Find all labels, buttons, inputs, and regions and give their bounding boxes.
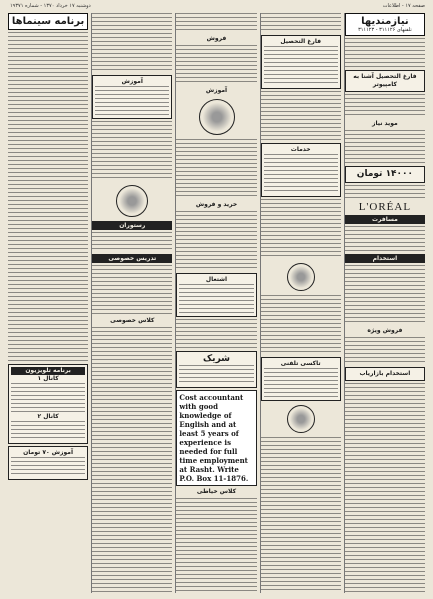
ad-box: اشتغال: [176, 273, 256, 317]
text-block: [345, 130, 425, 164]
right-meta: صفحه ۱۷ - اطلاعات: [382, 3, 425, 9]
text-block: [176, 211, 256, 271]
text-block: [345, 337, 425, 365]
page-header-meta: [10, 3, 425, 11]
text-block: [92, 232, 172, 252]
text-block: [92, 265, 172, 315]
recruitment-ad: استخدام بازاریاب: [345, 367, 425, 381]
text-block: [345, 185, 425, 199]
ad-box: خدمات: [261, 143, 341, 197]
text-block: [261, 437, 341, 593]
ad-box: ۱۴۰۰۰ تومان: [345, 166, 425, 183]
columns: [8, 13, 425, 593]
text-block: [176, 498, 256, 593]
english-ad: [176, 390, 256, 486]
ad-title: فروش ویژه: [367, 327, 403, 334]
emblem-icon: [287, 405, 315, 433]
classifieds-title: نیازمندیها: [361, 16, 409, 27]
cinema-listings: [8, 32, 88, 362]
text-block: [261, 199, 341, 259]
text-block: [345, 383, 425, 593]
text-block: [92, 121, 172, 181]
text-block: [92, 327, 172, 593]
text-block: [345, 94, 425, 118]
text-block: [176, 13, 256, 33]
column-2: [260, 13, 341, 593]
seal-icon: [199, 99, 235, 135]
text-block: [345, 38, 425, 68]
column-cinema: [8, 13, 88, 593]
text-block: [345, 226, 425, 252]
channel-1: کانال ۱: [37, 375, 59, 382]
ad-box: تاکسی تلفنی: [261, 357, 341, 401]
classifieds-header: [345, 13, 425, 36]
column-3: [175, 13, 256, 593]
classifieds-phones: تلفنهای ۳۱۱۱۲۶ - ۳۱۱۱۲۳: [358, 27, 412, 33]
ad-title: کلاس خیاطی: [196, 488, 237, 495]
bottom-ad: آموزش ۷۰ تومان: [8, 446, 88, 480]
ad-box: فارغ التحصیل: [261, 35, 341, 89]
text-block: [261, 91, 341, 141]
ad-title: خرید و فروش: [195, 201, 238, 208]
cinema-title: برنامه سینماها: [11, 16, 85, 27]
text-block: [92, 13, 172, 73]
left-meta: دوشنبه ۱۷ خرداد ۱۳۷۰ - شماره ۱۹۳۷۱: [10, 3, 91, 9]
loreal-logo: L'ORÉAL: [358, 201, 412, 213]
cinema-header: [8, 13, 88, 30]
ad-title: کلاس خصوصی: [110, 317, 155, 324]
ad-title: موید نیاز: [372, 120, 398, 127]
ad-title: فروش: [206, 35, 227, 42]
ad-heading-dark: تدریس خصوصی: [92, 254, 172, 263]
ad-heading-dark: مسافرت: [345, 215, 425, 224]
ad-title: آموزش: [205, 87, 228, 94]
text-block: [345, 265, 425, 325]
text-block: [176, 139, 256, 199]
ad-heading-dark: رستوران: [92, 221, 172, 230]
ad-box: فارغ التحصیل آشنا به کامپیوتر: [345, 70, 425, 92]
ad-heading-dark: استخدام: [345, 254, 425, 263]
partner-ad: شریک: [176, 351, 256, 388]
text-block: [261, 13, 341, 33]
tv-title: برنامه تلویزیون: [11, 367, 85, 375]
channel-2: کانال ۲: [37, 413, 59, 420]
tv-box: [8, 364, 88, 444]
column-classifieds-right: [344, 13, 425, 593]
text-block: [176, 319, 256, 349]
text-block: [261, 295, 341, 355]
film-reel-icon: [116, 185, 148, 217]
english-ad-text: Cost accountant with good knowledge of English and at least 5 years of experience is needed for full time employment at Rasht. Write P.O. Box 11-1876.: [179, 393, 249, 483]
ad-box: آموزش: [92, 75, 172, 119]
emblem-icon: [287, 263, 315, 291]
column-4: [91, 13, 172, 593]
text-block: [176, 45, 256, 85]
